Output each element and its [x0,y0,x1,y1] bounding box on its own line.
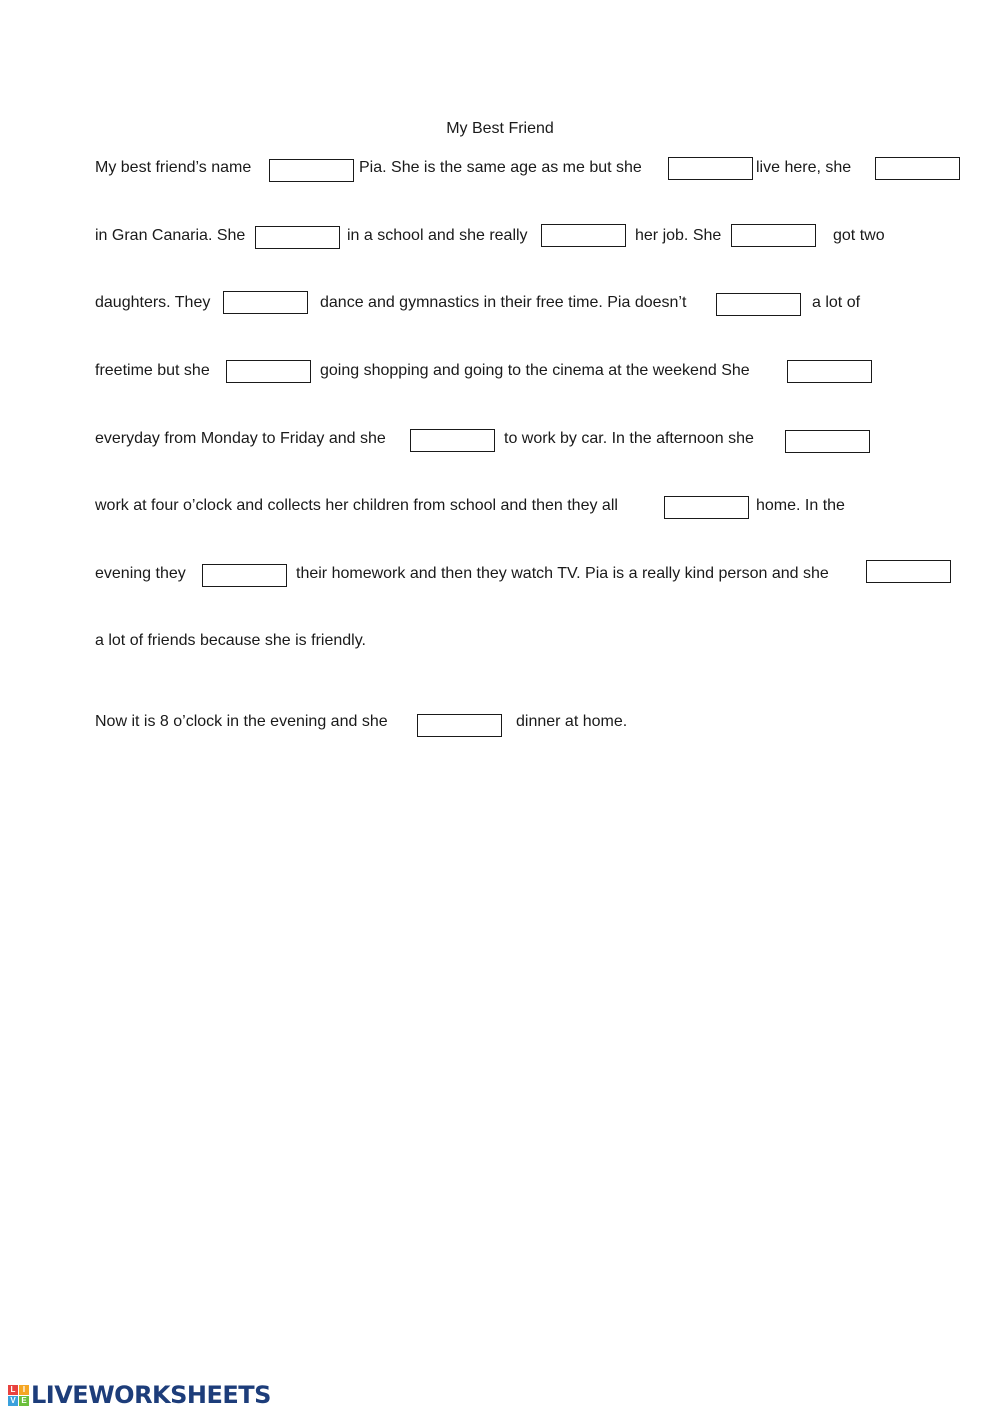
answer-blank-8[interactable] [716,293,801,316]
sentence-text: got two [833,227,885,244]
logo-mark-letter: E [19,1396,29,1406]
answer-blank-12[interactable] [785,430,870,453]
sentence-text: her job. She [635,227,722,244]
sentence-text: daughters. They [95,294,211,311]
sentence-text: their homework and then they watch TV. Pia is a really kind person and she [296,565,829,582]
answer-blank-14[interactable] [202,564,287,587]
answer-blank-16[interactable] [417,714,502,737]
sentence-text: dance and gymnastics in their free time. Pia doesn’t [320,294,687,311]
sentence-text: Pia. She is the same age as me but she [359,159,642,176]
sentence-text: everyday from Monday to Friday and she [95,430,386,447]
answer-blank-9[interactable] [226,360,311,383]
logo-mark-letter: V [8,1396,18,1406]
sentence-text: evening they [95,565,186,582]
answer-blank-13[interactable] [664,496,749,519]
sentence-text: going shopping and going to the cinema at the weekend She [320,362,750,379]
answer-blank-11[interactable] [410,429,495,452]
answer-blank-10[interactable] [787,360,872,383]
logo-mark-letter: L [8,1385,18,1395]
sentence-text: in Gran Canaria. She [95,227,246,244]
sentence-text: live here, she [756,159,852,176]
sentence-text: a lot of friends because she is friendly. [95,632,366,649]
sentence-text: work at four o’clock and collects her children from school and then they all [95,497,618,514]
sentence-text: a lot of [812,294,861,311]
answer-blank-3[interactable] [875,157,960,180]
answer-blank-5[interactable] [541,224,626,247]
liveworksheets-logo [8,1380,271,1410]
answer-blank-2[interactable] [668,157,753,180]
worksheet-title: My Best Friend [446,120,554,137]
sentence-text: freetime but she [95,362,210,379]
answer-blank-15[interactable] [866,560,951,583]
answer-blank-6[interactable] [731,224,816,247]
sentence-text: dinner at home. [516,713,628,730]
sentence-text: in a school and she really [347,227,528,244]
sentence-text: My best friend’s name [95,159,252,176]
logo-text: LIVEWORKSHEETS [31,1381,271,1409]
answer-blank-1[interactable] [269,159,354,182]
sentence-text: to work by car. In the afternoon she [504,430,754,447]
logo-mark-icon [8,1385,29,1406]
sentence-text: home. In the [756,497,845,514]
answer-blank-4[interactable] [255,226,340,249]
sentence-text: Now it is 8 o’clock in the evening and she [95,713,388,730]
answer-blank-7[interactable] [223,291,308,314]
logo-mark-letter: I [19,1385,29,1395]
